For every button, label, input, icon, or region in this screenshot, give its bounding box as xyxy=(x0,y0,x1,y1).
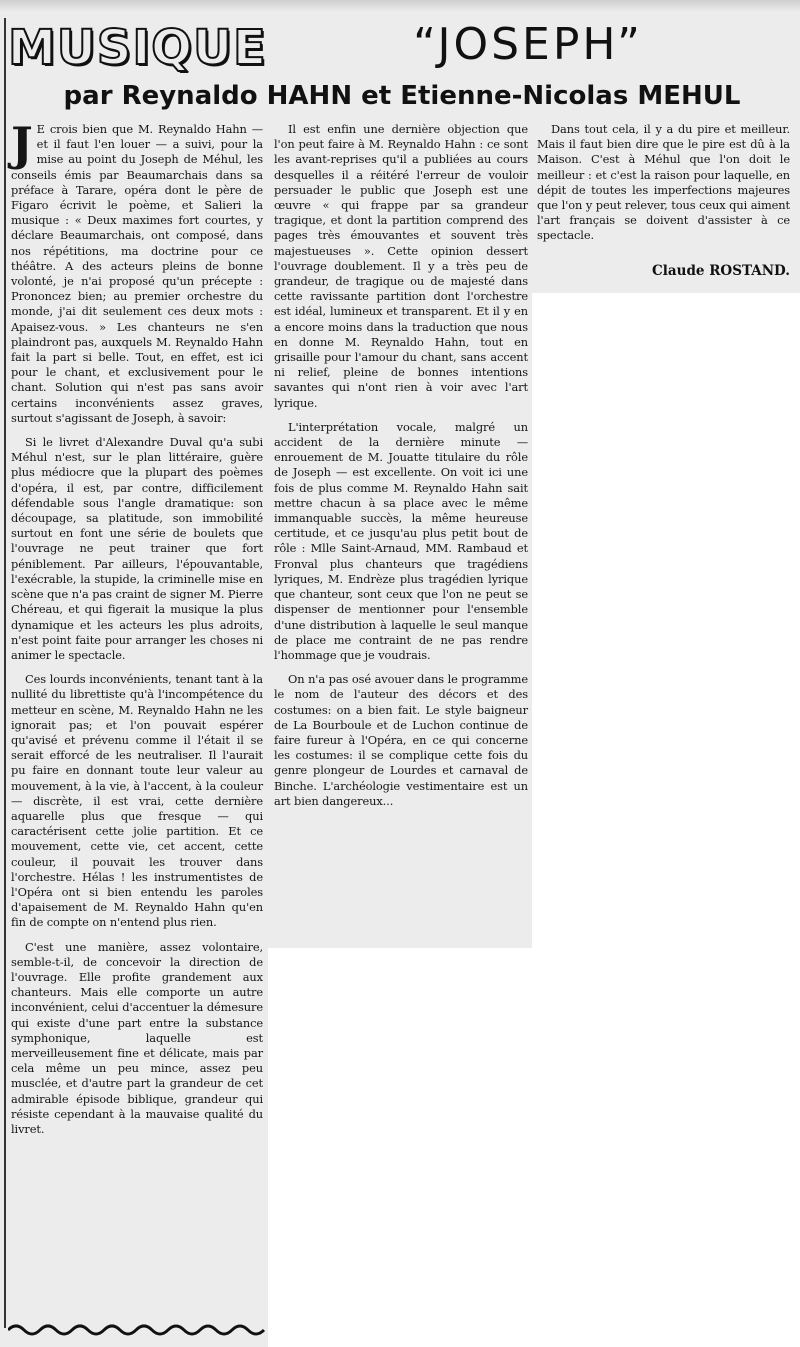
paragraph: On n'a pas osé avouer dans le programme le nom de l'auteur des décors et des costumes: on a bien fait. Le style baigneur de La Bourboule et de Luchon continue de faire fureur à l'Opéra, en ce qui concerne les costumes: il se complique cette fois du genre plongeur de Lourdes et carnaval de Binche. L'archéologie vestimentaire est un art bien dangereux... xyxy=(274,672,528,808)
paragraph: Ces lourds inconvénients, tenant tant à la nullité du librettiste qu'à l'incompétence du metteur en scène, M. Reynaldo Hahn ne les ignorait pas; et l'on pouvait espérer qu'avisé et prévenu comme il l'était il se serait efforcé de les neutraliser. Il l'aurait pu faire en donnant toute leur valeur au mouvement, à la vie, à l'accent, à la couleur — discrète, il est vrai, cette dernière aquarelle plus que fresque — qui caractérisent cette jolie partition. Et ce mouvement, cette vie, cet accent, cette couleur, il pouvait les trouver dans l'orchestre. Hélas ! les instrumentistes de l'Opéra ont si bien entendu les paroles d'apaisement de M. Reynaldo Hahn qu'en fin de compte on n'entend plus rien. xyxy=(11,672,263,930)
author-signature: Claude ROSTAND. xyxy=(652,263,790,279)
paragraph: Dans tout cela, il y a du pire et meilleur. Mais il faut bien dire que le pire est dû à la Maison. C'est à Méhul que l'on doit le meilleur : et c'est la raison pour laquelle, en dépit de toutes les imperfections majeures que l'on y peut relever, tous ceux qui aiment l'art français se doivent d'assister à ce spectacle. xyxy=(537,122,790,243)
paragraph: C'est une manière, assez volontaire, semble-t-il, de concevoir la direction de l'ouvrage. Elle profite grandement aux chanteurs. Mais elle comporte un autre inconvénient, celui d'accentuer la démesure qui existe d'une part entre la substance symphonique, laquelle est merveilleusement fine et délicate, mais par cela même un peu mince, assez peu musclée, et d'autre part la grandeur de cet admirable épisode biblique, grandeur qui résiste cependant à la mauvaise qualité du livret. xyxy=(11,939,263,1136)
wavy-rule xyxy=(8,1318,266,1338)
paragraph-text: E crois bien que M. Reynaldo Hahn — et il faut l'en louer — a suivi, pour la mise au point du Joseph de Méhul, les conseils émis par Beaumarchais dans sa préface à Tarare, opéra dont le père de Figaro écrivit le poème, et Salieri la musique : « Deux maximes fort courtes, y déclare Beaumarchais, ont composé, dans nos répétitions, ma doctrine pour ce théâtre. A des acteurs pleins de bonne volonté, je n'ai proposé qu'un précepte : Prononcez bien; au premier orchestre du monde, j'ai dit seulement ces deux mots : Apaisez-vous. » Les chanteurs ne s'en plaindront pas, auxquels M. Reynaldo Hahn fait la part si belle. Tout, en effet, est ici pour le chant, et exclusivement pour le chant. Solution qui n'est pas sans avoir certains inconvénients assez graves, surtout s'agissant de Joseph, à savoir: xyxy=(11,122,263,425)
article-column-2 xyxy=(274,122,528,818)
paragraph: L'interprétation vocale, malgré un accident de la dernière minute — enrouement de M. Jouatte titulaire du rôle de Joseph — est excellente. On voit ici une fois de plus comme M. Reynaldo Hahn sait mettre chacun à sa place avec le même immanquable succès, la même heureuse certitude, et ce jusqu'au plus petit bout de rôle : Mlle Saint-Arnaud, MM. Rambaud et Fronval plus chanteurs que tragédiens lyriques, M. Endrèze plus tragédien lyrique que chanteur, sont ceux que l'on ne peut se dispenser de mentionner pour l'ensemble d'une distribution à laquelle le seul manque de place me contraint de ne pas rendre l'hommage que je voudrais. xyxy=(274,419,528,662)
article-title: “JOSEPH” xyxy=(413,19,643,70)
paragraph: Si le livret d'Alexandre Duval qu'a subi Méhul n'est, sur le plan littéraire, guère plus médiocre que la plupart des poèmes d'opéra, il est, par contre, difficilement défendable sous l'angle dramatique: son découpage, sa platitude, son immobilité surtout en font une série de boulets que l'ouvrage ne peut trainer que fort péniblement. Par ailleurs, l'épouvantable, l'exécrable, la stupide, la criminelle mise en scène que n'a pas craint de signer M. Pierre Chéreau, et qui figerait la musique la plus dynamique et les acteurs les plus adroits, n'est point faite pour arranger les choses ni animer le spectacle. xyxy=(11,435,263,662)
article-column-1 xyxy=(11,117,263,1146)
article-subtitle: par Reynaldo HAHN et Etienne-Nicolas MEHUL xyxy=(63,81,741,111)
page-top-edge xyxy=(0,0,800,12)
paragraph: Il est enfin une dernière objection que l'on peut faire à M. Reynaldo Hahn : ce sont les avant-reprises qu'il a publiées au cours desquelles il a réitéré l'erreur de vouloir persuader le public que Joseph est une œuvre « qui frappe par sa grandeur tragique, et dont la partition comprend des pages très émouvantes et souvent très majestueuses ». Cette opinion dessert l'ouvrage doublement. Il y a très peu de grandeur, de tragique ou de majesté dans cette ravissante partition dont l'orchestre est idéal, lumineux et transparent. Et il y en a encore moins dans la traduction que nous en donne M. Reynaldo Hahn, tout en grisaille pour l'amour du chant, sans accent ni relief, pleine de bonnes intentions savantes qui n'ont rien à voir avec l'art lyrique. xyxy=(274,122,528,410)
column-rule xyxy=(4,18,6,1328)
paragraph xyxy=(11,117,263,426)
drop-cap: J xyxy=(11,117,33,171)
section-masthead: MUSIQUE xyxy=(8,20,267,76)
article-column-3 xyxy=(537,122,790,253)
